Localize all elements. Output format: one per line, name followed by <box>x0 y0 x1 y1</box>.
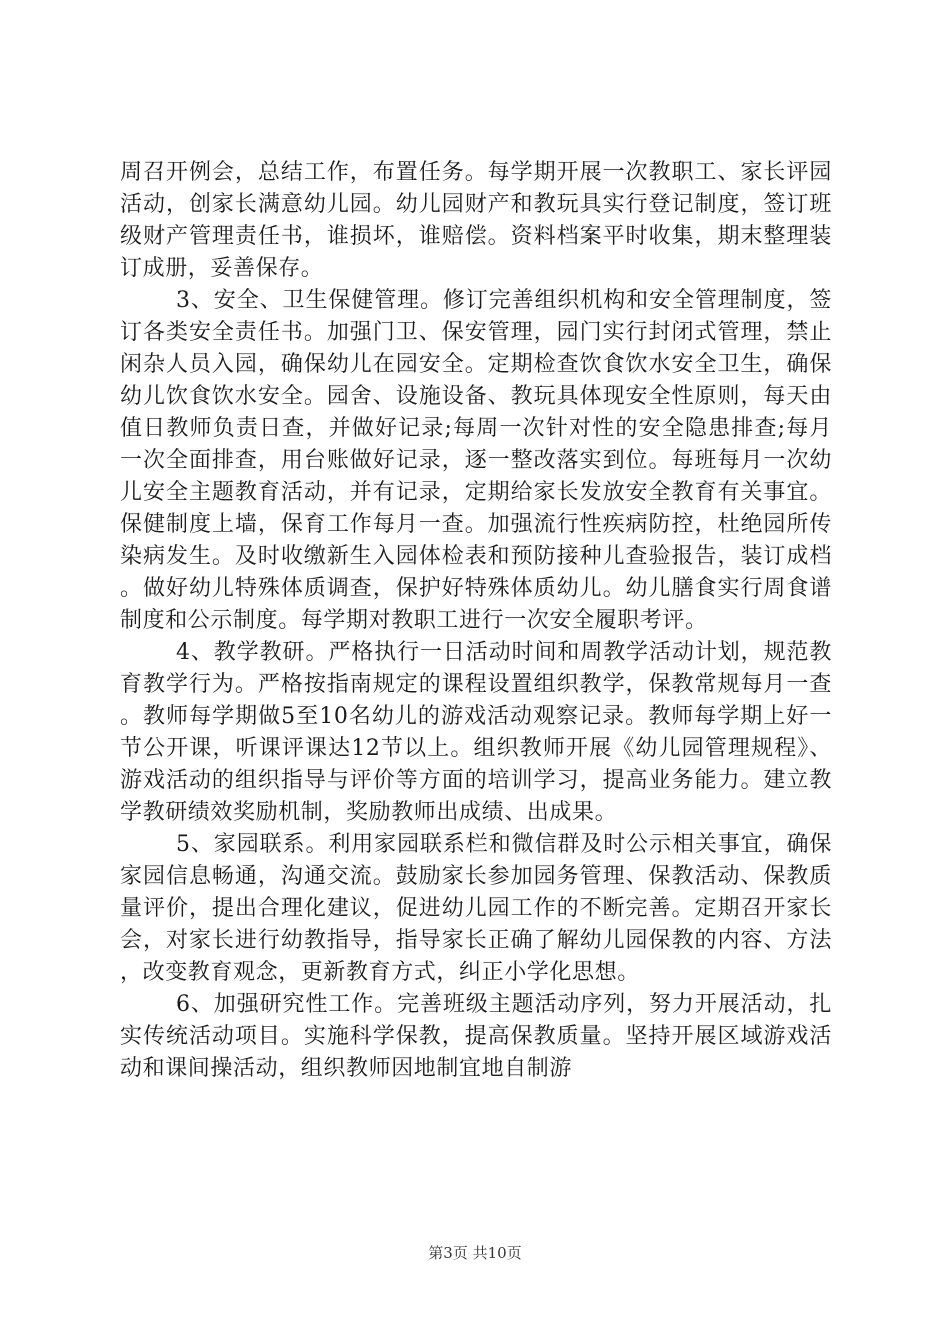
paragraph-continuation: 周召开例会，总结工作，布置任务。每学期开展一次教职工、家长评园活动，创家长满意幼儿园。幼儿园财产和教玩具实行登记制度，签订班级财产管理责任书，谁损坏，谁赔偿。资料档案平时收集，期末整理装订成册，妥善保存。 <box>120 160 832 281</box>
paragraph-teaching-research: 4、教学教研。严格执行一日活动时间和周教学活动计划，规范教育教学行为。严格按指南规定的课程设置组织教学，保教常规每月一查。教师每学期做5至10名幼儿的游戏活动观察记录。教师每学期上好一节公开课，听课评课达12节以上。组织教师开展《幼儿园管理规程》、游戏活动的组织指导与评价等方面的培训学习，提高业务能力。建立教学教研绩效奖励机制，奖励教师出成绩、出成果。 <box>120 640 832 825</box>
paragraph-research-work: 6、加强研究性工作。完善班级主题活动序列，努力开展活动，扎实传统活动项目。实施科学保教，提高保教质量。坚持开展区域游戏活动和课间操活动，组织教师因地制宜地自制游 <box>120 992 832 1081</box>
paragraph-home-school: 5、家园联系。利用家园联系栏和微信群及时公示相关事宜，确保家园信息畅通，沟通交流。鼓励家长参加园务管理、保教活动、保教质量评价，提出合理化建议，促进幼儿园工作的不断完善。定期召开家长会，对家长进行幼教指导，指导家长正确了解幼儿园保教的内容、方法，改变教育观念，更新教育方式，纠正小学化思想。 <box>120 832 832 985</box>
page-number-footer: 第3页 共10页 <box>428 1244 522 1262</box>
paragraph-safety-health: 3、安全、卫生保健管理。修订完善组织机构和安全管理制度，签订各类安全责任书。加强门卫、保安管理，园门实行封闭式管理，禁止闲杂人员入园，确保幼儿在园安全。定期检查饮食饮水安全卫生，确保幼儿饮食饮水安全。园舍、设施设备、教玩具体现安全性原则，每天由值日教师负责日查，并做好记录;每周一次针对性的安全隐患排查;每月一次全面排查，用台账做好记录，逐一整改落实到位。每班每月一次幼儿安全主题教育活动，并有记录，定期给家长发放安全教育有关事宜。保健制度上墙，保育工作每月一查。加强流行性疾病防控，杜绝园所传染病发生。及时收缴新生入园体检表和预防接种儿查验报告，装订成档。做好幼儿特殊体质调查，保护好特殊体质幼儿。幼儿膳食实行周食谱制度和公示制度。每学期对教职工进行一次安全履职考评。 <box>120 288 832 633</box>
document-body <box>120 157 832 1085</box>
